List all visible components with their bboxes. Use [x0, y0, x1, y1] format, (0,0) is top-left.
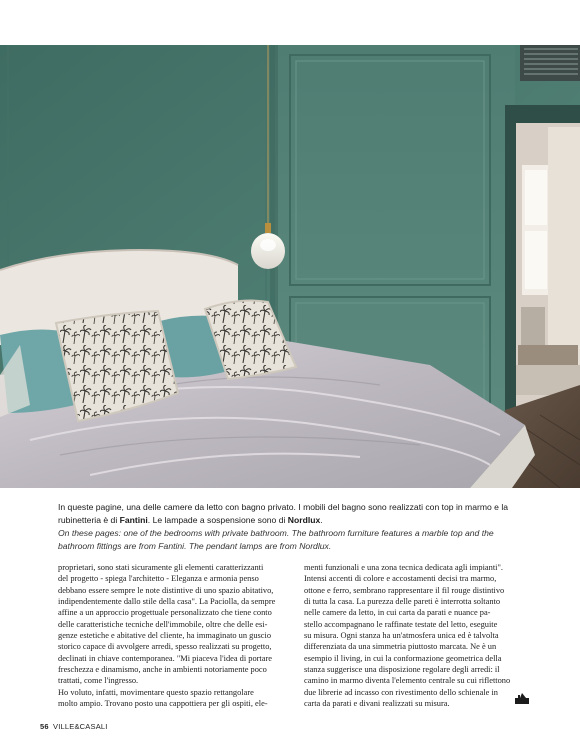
- text-line: esempio il living, in cui la conformazione geometrica della: [304, 653, 502, 663]
- text-line: Ho voluto, infatti, movimentare questo spazio rettangolare: [58, 687, 254, 697]
- house-end-mark-icon: [515, 692, 529, 704]
- photo-caption: [58, 501, 528, 553]
- text-line: differenziata da una simmetria piuttosto marcata. Ne è un: [304, 642, 497, 652]
- brand-fantini: Fantini: [119, 515, 148, 525]
- text-line: carta da parati e divani realizzati su misura.: [304, 699, 450, 709]
- page-footer: [40, 722, 108, 731]
- text-line: debbano essere sempre le note distintive di uno spazio abitativo,: [58, 585, 274, 595]
- bedroom-photo: [0, 45, 580, 488]
- magazine-name: VILLE&CASALI: [53, 722, 108, 731]
- text-line: nelle camere da letto, in cui carta da parati e nuance pa-: [304, 608, 491, 618]
- text-line: freschezza e dinamismo, anche in ambienti notoriamente poco: [58, 665, 267, 675]
- caption-italian: In queste pagine, una delle camere da letto con bagno privato. I mobili del bagno sono realizzati con top in marmo e la rubinetteria è di Fantini. Le lampade a sospensione sono di Nordlux.: [58, 502, 509, 525]
- text-line: trattati, come l'ingresso.: [58, 676, 139, 686]
- text-line: delle caratteristiche tecniche dell'immobile, oltre che delle esi-: [58, 619, 268, 629]
- text-line: molto ampio. Trovano posto una cappottiera per gli ospiti, ele-: [58, 699, 268, 709]
- text-line: proprietari, sono stati sicuramente gli elementi caratterizzanti: [58, 563, 264, 572]
- text-line: indipendentemente dallo stile della casa". La Paciolla, da sempre: [58, 597, 276, 607]
- text-line: stanza suggerisce una disposizione regolare degli arredi: il: [304, 665, 500, 675]
- brand-nordlux: Nordlux: [287, 515, 321, 525]
- page-number: 56: [40, 722, 49, 731]
- text-line: ottone e ferro, sembrano rappresentare il fil rouge distintivo: [304, 585, 505, 595]
- text-column-right: [304, 562, 536, 709]
- text-line: genze estetiche e abitative del cliente, ha immaginato un guscio: [58, 631, 272, 641]
- text-line: declinati in chiave contemporanea. "Mi piaceva l'idea di portare: [58, 653, 272, 663]
- text-line: del progetto - spiega l'architetto - Eleganza e armonia penso: [58, 574, 259, 584]
- text-line: stello accompagnano le raffinate testate del letto, eseguite: [304, 619, 498, 629]
- text-line: di tutta la casa. La purezza delle pareti è interrotta soltanto: [304, 597, 501, 607]
- text-line: menti funzionali e una zona tecnica dedicata agli impianti".: [304, 563, 503, 572]
- text-line: due librerie ad incasso con rivestimento dello schienale in: [304, 687, 498, 697]
- text-line: camino in marmo diventa l'elemento centrale su cui riflettono: [304, 676, 511, 686]
- text-line: affine a un approccio progettuale personalizzato che tiene conto: [58, 608, 272, 618]
- text-line: Intensi accenti di colore e accostamenti decisi tra marmo,: [304, 574, 497, 584]
- text-column-left: [58, 562, 290, 709]
- text-line: su misura. Ogni stanza ha un'atmosfera unica ed è talvolta: [304, 631, 499, 641]
- text-line: storico capace di avvolgere arredi, spesso realizzati su progetto,: [58, 642, 272, 652]
- caption-english: On these pages: one of the bedrooms with private bathroom. The bathroom furniture features a marble top and the bathroom fittings are from Fantini. The pendant lamps are from Nordlux.: [58, 528, 494, 551]
